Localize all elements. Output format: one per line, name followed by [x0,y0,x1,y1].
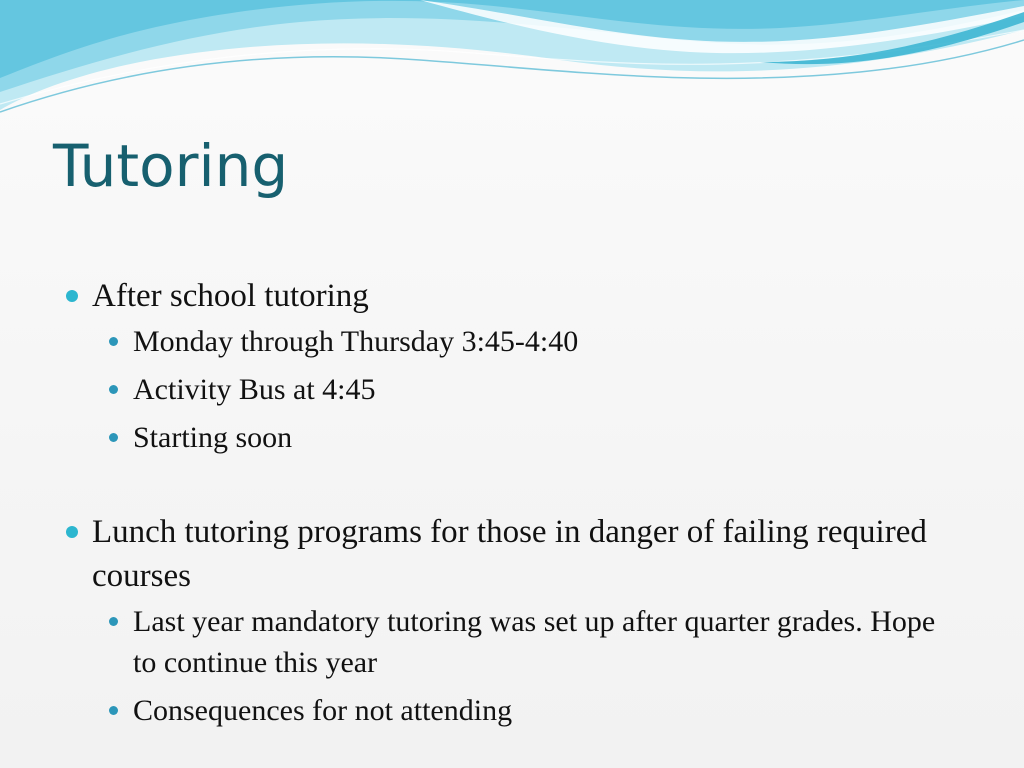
bullet-text: Lunch tutoring programs for those in danger of failing required courses [92,514,927,594]
sub-bullet-schedule [64,321,964,362]
sub-bullet-text: Activity Bus at 4:45 [133,373,376,406]
slide-title: Tutoring [53,132,289,200]
bullet-text: After school tutoring [92,278,369,314]
bullet-dot-icon [109,706,118,715]
bullet-dot-icon [66,526,78,538]
sub-bullet-starting-soon [64,417,964,458]
sub-bullet-text: Last year mandatory tutoring was set up after quarter grades. Hope to continue this year [133,605,936,679]
bullet-dot-icon [109,337,118,346]
bullet-dot-icon [109,385,118,394]
bullet-dot-icon [109,617,118,626]
bullet-after-school-tutoring [64,274,964,318]
bullet-dot-icon [109,433,118,442]
slide-body [64,274,964,731]
sub-bullet-consequences [64,690,964,731]
bullet-dot-icon [66,290,78,302]
header-wave-decoration [0,0,1024,130]
bullet-lunch-tutoring [64,510,964,598]
sub-bullet-text: Consequences for not attending [133,694,513,727]
sub-bullet-text: Starting soon [133,421,293,454]
sub-bullet-activity-bus [64,369,964,410]
sub-bullet-mandatory-tutoring [64,601,964,683]
sub-bullet-text: Monday through Thursday 3:45-4:40 [133,325,579,358]
